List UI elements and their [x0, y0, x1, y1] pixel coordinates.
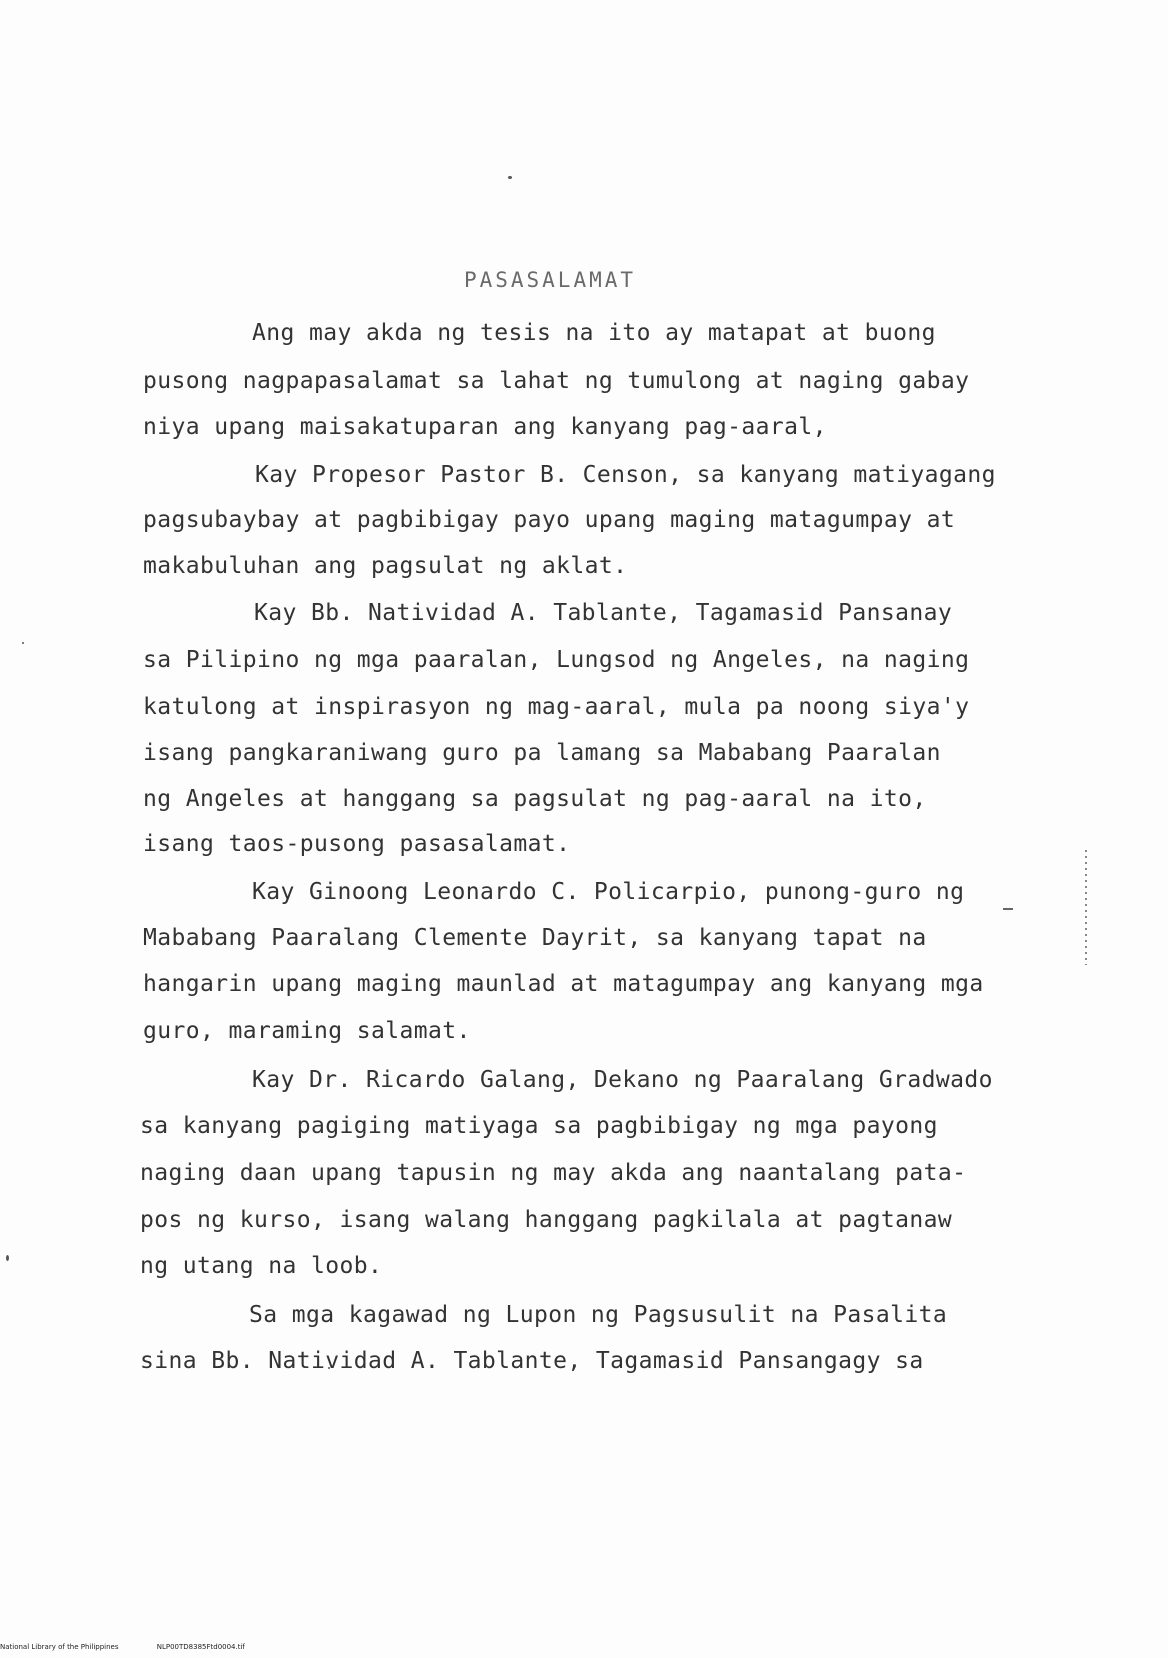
text-line: sa kanyang pagiging matiyaga sa pagbibigay ng mga payong: [140, 1113, 938, 1139]
text-line: niya upang maisakatuparan ang kanyang pag-aaral,: [143, 414, 827, 440]
text-line: guro, maraming salamat.: [143, 1018, 471, 1044]
text-line: makabuluhan ang pagsulat ng aklat.: [143, 553, 628, 579]
page-title: PASASALAMAT: [463, 268, 637, 292]
text-line: Sa mga kagawad ng Lupon ng Pagsusulit na Pasalita: [249, 1302, 948, 1328]
text-line: Ang may akda ng tesis na ito ay matapat at buong: [252, 320, 936, 346]
text-line: sa Pilipino ng mga paaralan, Lungsod ng Angeles, na naging: [143, 647, 970, 673]
text-line: pos ng kurso, isang walang hanggang pagkilala at pagtanaw: [140, 1207, 953, 1233]
scan-footer: [0, 1643, 281, 1651]
text-line: ng utang na loob.: [140, 1253, 383, 1279]
scan-speck: [508, 176, 512, 179]
text-line: Mababang Paaralang Clemente Dayrit, sa kanyang tapat na: [143, 925, 927, 951]
margin-dots: [1085, 850, 1087, 965]
text-line: Kay Ginoong Leonardo C. Policarpio, punong-guro ng: [252, 879, 965, 905]
scan-speck: [6, 1255, 9, 1261]
file-caption: NLP00TD8385Ftd0004.tif: [156, 1643, 245, 1651]
text-line: pagsubaybay at pagbibigay payo upang maging matagumpay at: [143, 507, 956, 533]
text-line: naging daan upang tapusin ng may akda ang naantalang pata-: [140, 1160, 967, 1186]
text-line: katulong at inspirasyon ng mag-aaral, mula pa noong siya'y: [143, 694, 970, 720]
text-line: isang pangkaraniwang guro pa lamang sa Mababang Paaralan: [143, 740, 941, 766]
library-caption: National Library of the Philippines: [0, 1643, 119, 1651]
text-line: Kay Bb. Natividad A. Tablante, Tagamasid Pansanay: [254, 600, 953, 626]
margin-dash: [1003, 908, 1013, 910]
scan-speck: [22, 642, 24, 644]
text-line: hangarin upang maging maunlad at matagumpay ang kanyang mga: [143, 971, 984, 997]
text-line: pusong nagpapasalamat sa lahat ng tumulong at naging gabay: [143, 368, 970, 394]
text-line: Kay Propesor Pastor B. Censon, sa kanyang matiyagang: [255, 462, 996, 488]
text-line: isang taos-pusong pasasalamat.: [143, 831, 571, 857]
text-line: Kay Dr. Ricardo Galang, Dekano ng Paaralang Gradwado: [252, 1067, 993, 1093]
text-line: ng Angeles at hanggang sa pagsulat ng pag-aaral na ito,: [143, 786, 927, 812]
text-line: sina Bb. Natividad A. Tablante, Tagamasid Pansangagy sa: [140, 1348, 924, 1374]
